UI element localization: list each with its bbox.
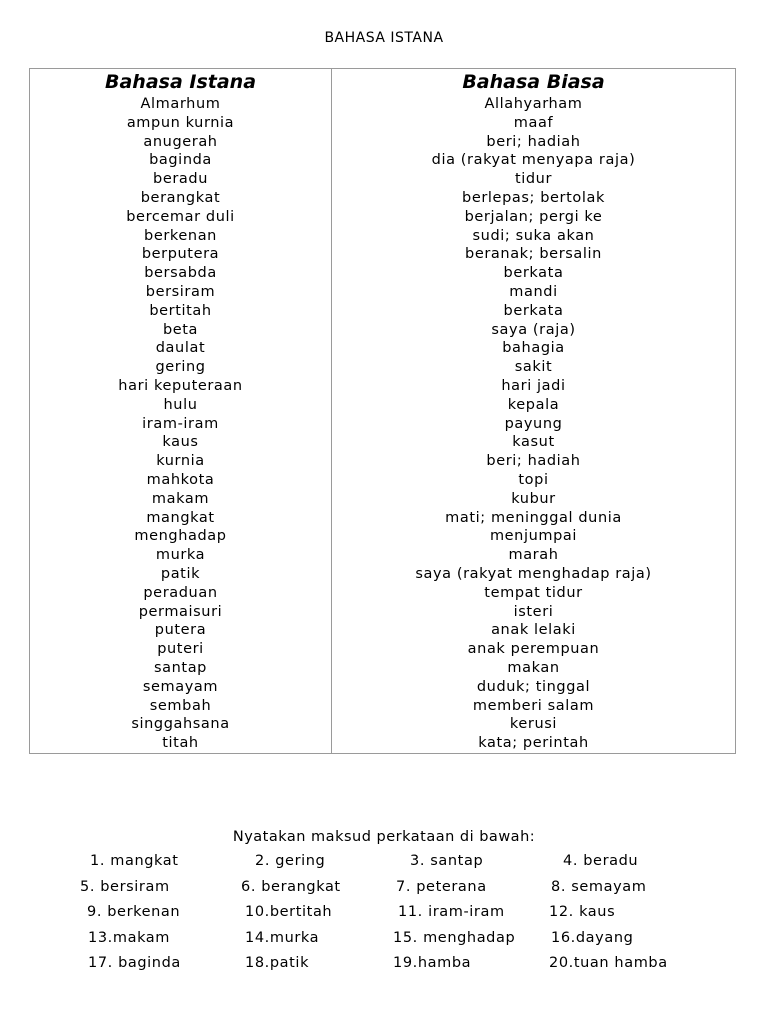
- bahasa-istana-word: berkenan: [144, 227, 217, 244]
- bahasa-istana-word: berputera: [141, 246, 220, 263]
- bahasa-biasa-word: payung: [504, 415, 563, 432]
- bahasa-biasa-column: [332, 69, 735, 753]
- exercise-grid: [0, 853, 768, 981]
- exercise-item: 12. kaus: [549, 904, 616, 920]
- bahasa-istana-word: bercemar duli: [126, 208, 235, 225]
- bahasa-biasa-word: saya (rakyat menghadap raja): [415, 565, 652, 582]
- bahasa-istana-word: Almarhum: [140, 96, 221, 112]
- bahasa-biasa-word: bahagia: [502, 340, 565, 357]
- bahasa-istana-word: hari keputeraan: [118, 377, 243, 394]
- bahasa-biasa-word: isteri: [513, 603, 554, 620]
- exercise-item: 10.bertitah: [245, 904, 333, 920]
- bahasa-istana-word: sembah: [149, 697, 212, 714]
- bahasa-biasa-word: tidur: [514, 171, 553, 188]
- exercise-item: 19.hamba: [393, 955, 472, 971]
- bahasa-istana-word: mangkat: [146, 509, 215, 526]
- exercise-item: 9. berkenan: [87, 904, 181, 920]
- bahasa-istana-word: anugerah: [143, 133, 218, 150]
- exercise-item: 13.makam: [88, 929, 171, 946]
- bahasa-biasa-word: berkata: [503, 302, 564, 319]
- exercise-item: 14.murka: [245, 929, 320, 946]
- bahasa-biasa-word: berjalan; pergi ke: [464, 208, 603, 225]
- bahasa-biasa-word: beri; hadiah: [486, 133, 581, 150]
- bahasa-istana-word: mahkota: [146, 471, 215, 488]
- exercise-row: [0, 904, 768, 930]
- bahasa-istana-word: bertitah: [149, 302, 212, 319]
- bahasa-biasa-word: kata; perintah: [478, 735, 589, 752]
- exercise-item: 20.tuan hamba: [549, 955, 668, 971]
- bahasa-istana-word: bersiram: [145, 283, 216, 300]
- exercise-instruction: Nyatakan maksud perkataan di bawah:: [232, 829, 536, 845]
- bahasa-istana-word: beta: [162, 321, 199, 338]
- exercise-item: 7. peterana: [396, 878, 487, 895]
- bahasa-biasa-word: menjumpai: [489, 528, 578, 545]
- bahasa-istana-header: Bahasa Istana: [104, 71, 257, 93]
- bahasa-biasa-word: berkata: [503, 265, 564, 282]
- bahasa-istana-word: putera: [154, 622, 207, 639]
- bahasa-istana-word: iram-iram: [142, 415, 219, 432]
- bahasa-istana-word: daulat: [155, 340, 206, 357]
- exercise-item: 4. beradu: [563, 853, 639, 869]
- bahasa-istana-column: [30, 69, 332, 753]
- exercise-item: 5. bersiram: [80, 878, 170, 895]
- bahasa-istana-list: [30, 95, 331, 753]
- exercise-item: 15. menghadap: [393, 929, 516, 946]
- bahasa-istana-word: hulu: [163, 396, 198, 413]
- exercise-item: 17. baginda: [88, 955, 181, 971]
- exercise-item: 11. iram-iram: [398, 904, 505, 920]
- bahasa-biasa-word: kepala: [507, 396, 560, 413]
- bahasa-istana-word: bersabda: [144, 265, 217, 282]
- bahasa-biasa-word: duduk; tinggal: [476, 678, 591, 695]
- bahasa-biasa-word: saya (raja): [491, 321, 576, 338]
- exercise-row: [0, 853, 768, 879]
- bahasa-biasa-word: dia (rakyat menyapa raja): [431, 152, 636, 169]
- bahasa-istana-word: berangkat: [140, 189, 221, 206]
- bahasa-biasa-word: kubur: [511, 490, 556, 507]
- bahasa-biasa-word: kasut: [512, 434, 555, 451]
- document-title: BAHASA ISTANA: [324, 30, 444, 46]
- bahasa-biasa-word: berlepas; bertolak: [462, 189, 605, 206]
- exercise-item: 3. santap: [410, 853, 484, 869]
- bahasa-biasa-word: memberi salam: [472, 697, 595, 714]
- bahasa-istana-word: baginda: [149, 152, 212, 169]
- exercise-item: 8. semayam: [551, 878, 647, 895]
- bahasa-istana-word: puteri: [157, 641, 204, 658]
- vocabulary-table: [29, 68, 736, 754]
- exercise-item: 18.patik: [245, 955, 310, 971]
- bahasa-biasa-word: maaf: [513, 114, 554, 131]
- bahasa-biasa-word: beranak; bersalin: [465, 246, 602, 263]
- bahasa-istana-word: murka: [155, 547, 206, 564]
- bahasa-biasa-word: hari jadi: [501, 377, 566, 394]
- bahasa-istana-word: menghadap: [134, 528, 227, 545]
- bahasa-biasa-word: Allahyarham: [484, 96, 583, 112]
- exercise-item: 6. berangkat: [241, 878, 341, 895]
- bahasa-istana-word: peraduan: [143, 584, 218, 601]
- bahasa-istana-word: gering: [155, 359, 206, 376]
- bahasa-biasa-word: mati; meninggal dunia: [445, 509, 622, 526]
- bahasa-biasa-word: beri; hadiah: [486, 453, 581, 470]
- bahasa-biasa-word: sudi; suka akan: [472, 227, 595, 244]
- bahasa-istana-word: kurnia: [156, 453, 205, 470]
- bahasa-biasa-word: topi: [518, 471, 549, 488]
- bahasa-biasa-header: Bahasa Biasa: [462, 71, 605, 93]
- bahasa-istana-word: singgahsana: [131, 716, 230, 733]
- bahasa-istana-word: semayam: [142, 678, 219, 695]
- bahasa-biasa-word: sakit: [514, 359, 553, 376]
- bahasa-biasa-list: [332, 95, 735, 753]
- exercise-item: 1. mangkat: [90, 853, 179, 869]
- exercise-row: [0, 879, 768, 905]
- bahasa-istana-word: titah: [162, 735, 199, 752]
- exercise-item: 16.dayang: [551, 929, 634, 946]
- bahasa-biasa-word: kerusi: [509, 716, 558, 733]
- bahasa-istana-word: permaisuri: [138, 603, 223, 620]
- exercise-row: [0, 930, 768, 956]
- bahasa-istana-word: kaus: [162, 434, 199, 451]
- bahasa-istana-word: santap: [153, 659, 207, 676]
- exercise-item: 2. gering: [255, 853, 326, 869]
- bahasa-biasa-word: mandi: [509, 283, 558, 300]
- bahasa-biasa-word: makan: [507, 659, 560, 676]
- bahasa-biasa-word: anak lelaki: [491, 622, 576, 639]
- bahasa-istana-word: beradu: [153, 171, 208, 188]
- bahasa-biasa-word: tempat tidur: [484, 584, 583, 601]
- bahasa-istana-word: makam: [151, 490, 210, 507]
- bahasa-biasa-word: marah: [508, 547, 559, 564]
- exercise-row: [0, 955, 768, 981]
- bahasa-istana-word: patik: [160, 565, 201, 582]
- bahasa-biasa-word: anak perempuan: [467, 641, 600, 658]
- bahasa-istana-word: ampun kurnia: [126, 114, 235, 131]
